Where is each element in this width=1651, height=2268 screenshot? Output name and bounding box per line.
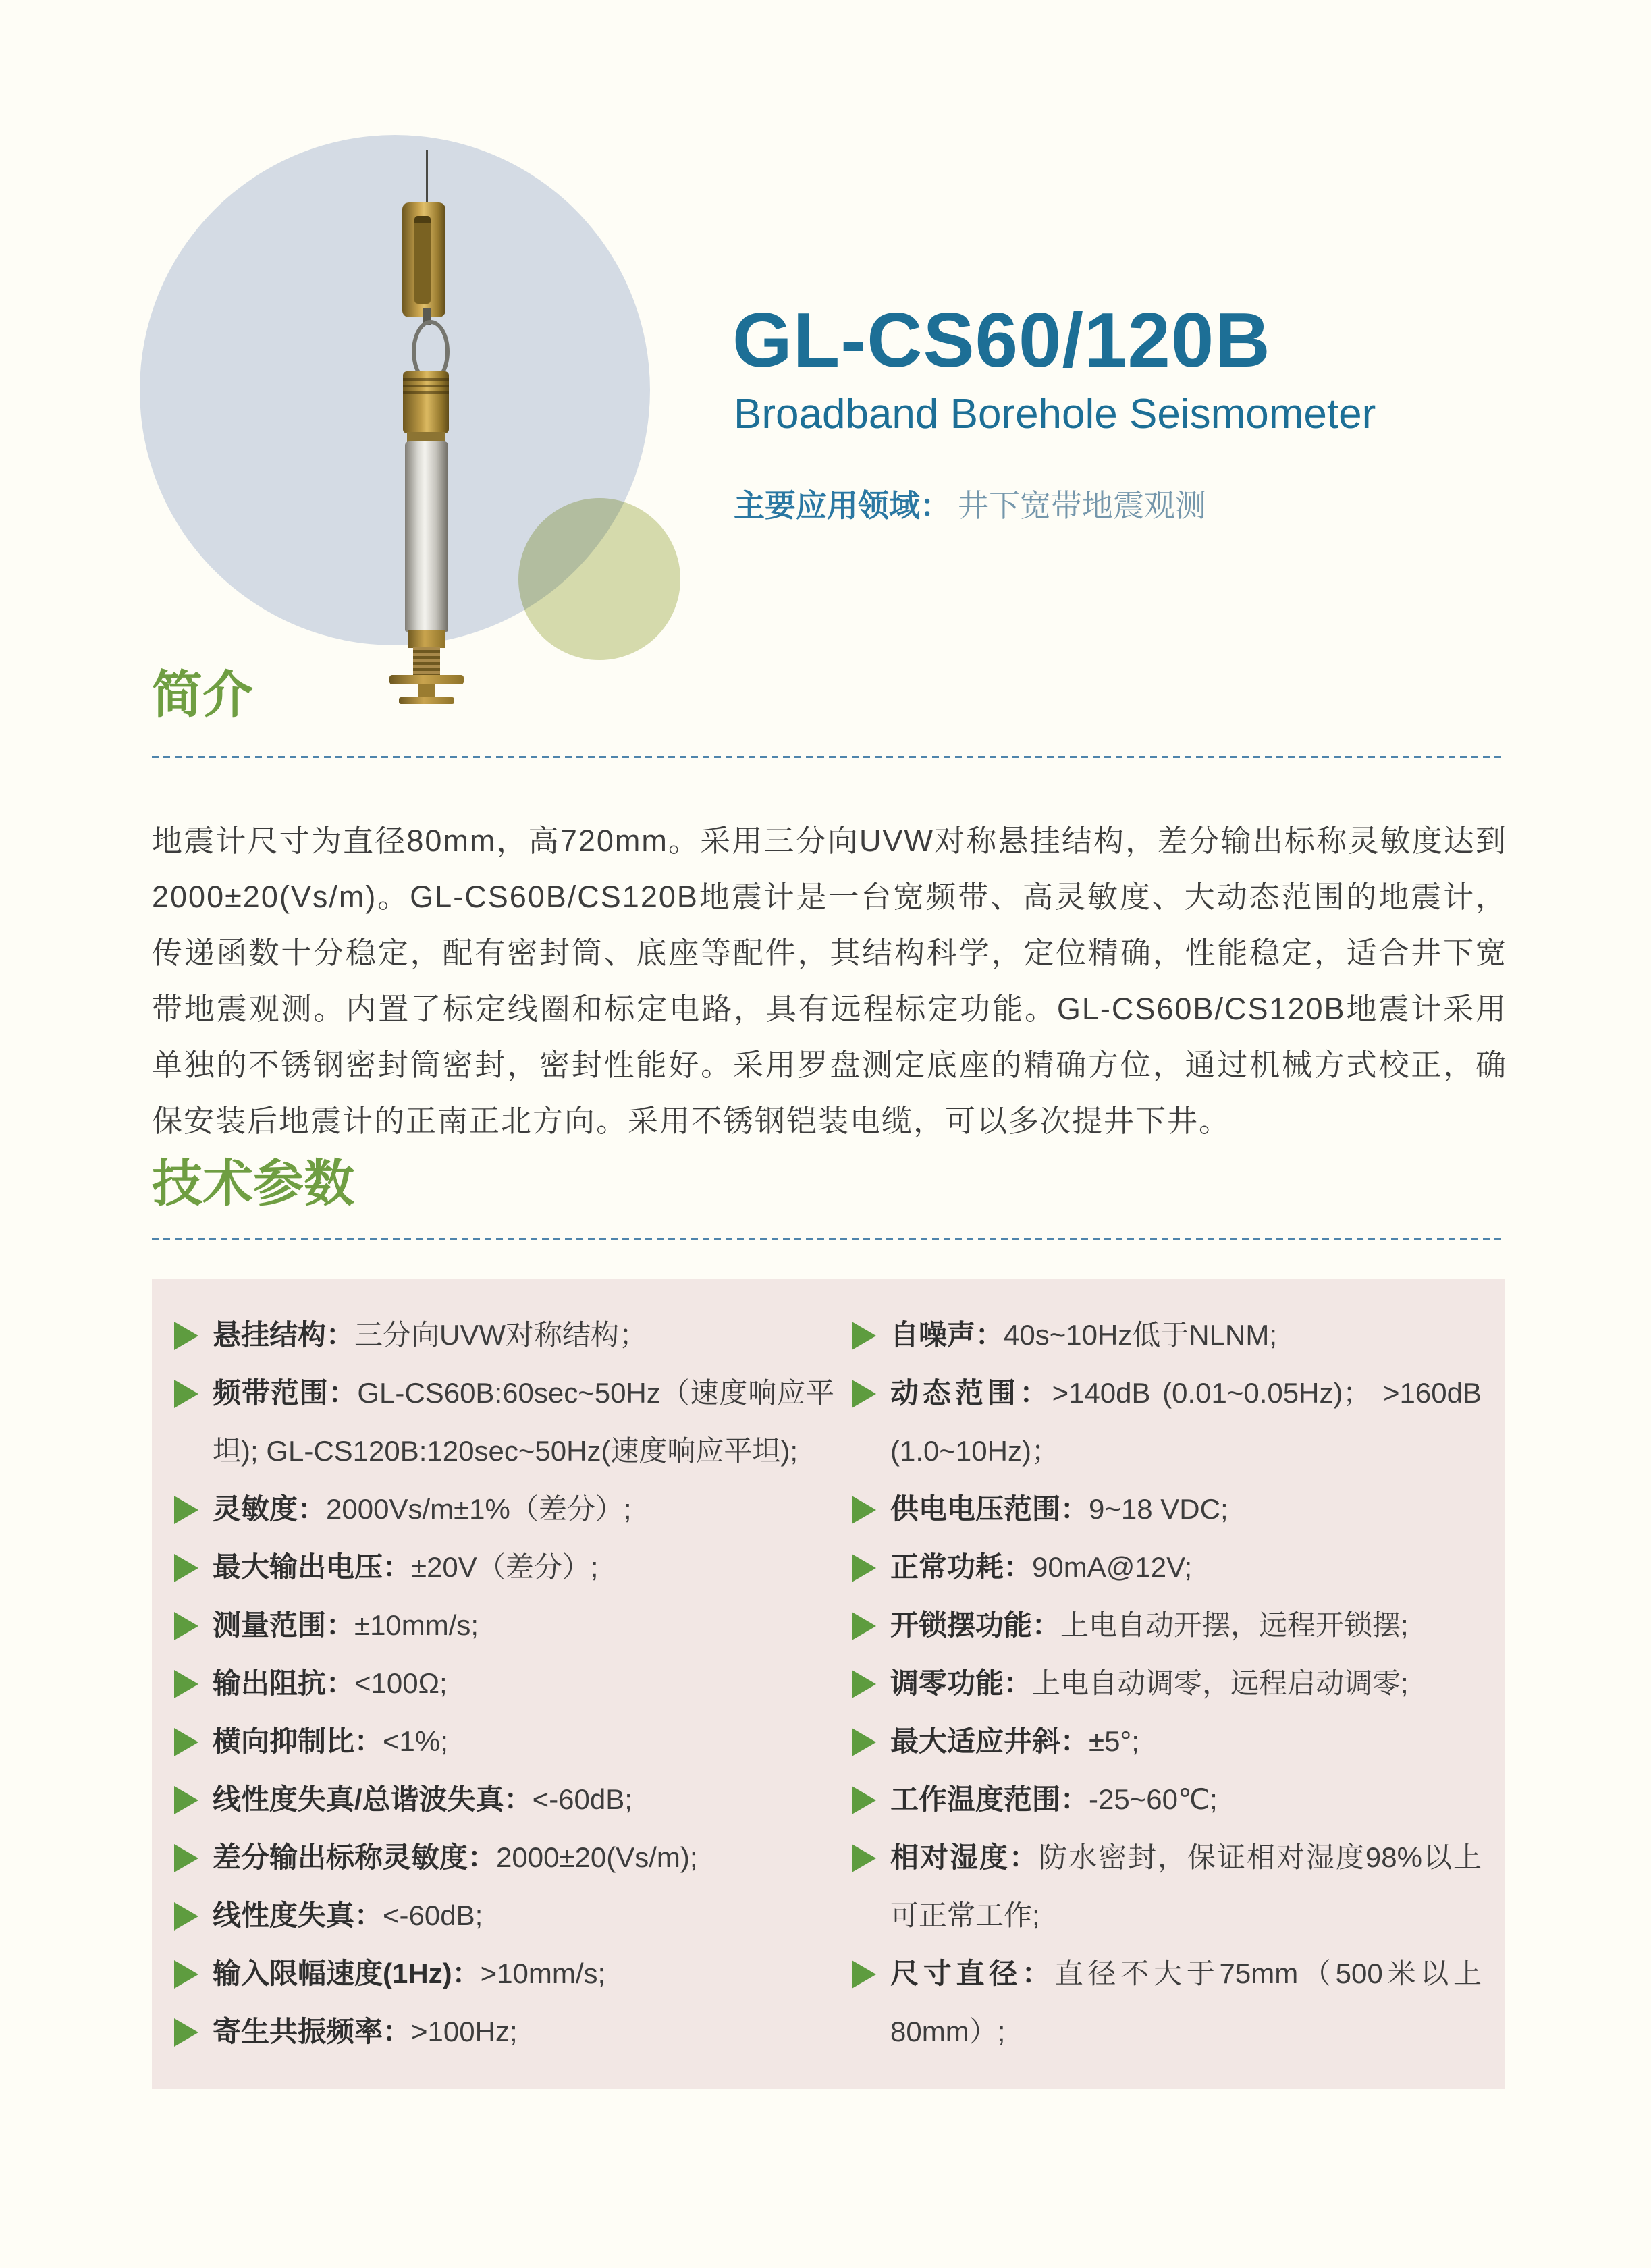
- spec-label: 开锁摆功能：: [890, 1609, 1061, 1641]
- accent-circle: [518, 498, 680, 660]
- spec-item: [852, 1945, 1482, 2061]
- spec-value: 直径不大于75mm（500米以上80mm）;: [890, 1958, 1482, 2047]
- bullet-triangle-icon: [852, 1728, 876, 1756]
- spec-value: 上电自动调零，远程启动调零;: [1032, 1667, 1409, 1699]
- spec-value: ±5°;: [1089, 1725, 1139, 1757]
- spec-item: [852, 1712, 1482, 1771]
- spec-label: 线性度失真/总谐波失真：: [213, 1783, 533, 1815]
- spec-value: ±20V（差分）;: [411, 1551, 599, 1583]
- spec-label: 频带范围：: [213, 1377, 358, 1409]
- base-flange: [389, 675, 464, 684]
- bullet-triangle-icon: [174, 1728, 198, 1756]
- spec-value: <-60dB;: [532, 1783, 632, 1815]
- specs-panel: [152, 1279, 1505, 2089]
- spec-item: [174, 1480, 834, 1538]
- spec-value: -25~60℃;: [1089, 1783, 1218, 1815]
- spec-value: 上电自动开摆，远程开锁摆;: [1060, 1609, 1409, 1641]
- suspension-wire: [426, 150, 428, 207]
- spec-item: [174, 1596, 834, 1654]
- spec-label: 悬挂结构：: [213, 1319, 355, 1351]
- spec-label: 最大输出电压：: [213, 1551, 412, 1583]
- specs-column-left: [174, 1306, 834, 2061]
- base-foot: [399, 697, 454, 704]
- bullet-triangle-icon: [852, 1786, 876, 1814]
- specs-heading: 技术参数: [152, 1155, 355, 1212]
- bullet-triangle-icon: [174, 1554, 198, 1582]
- bullet-triangle-icon: [852, 1322, 876, 1350]
- product-subtitle: Broadband Borehole Seismometer: [734, 391, 1376, 437]
- coupling-ridges: [403, 378, 449, 398]
- bullet-triangle-icon: [174, 1322, 198, 1350]
- spec-value: 三分向UVW对称结构；: [354, 1319, 648, 1351]
- spec-item: [174, 2003, 834, 2061]
- spec-item: [174, 1364, 834, 1480]
- spec-item: [174, 1306, 834, 1364]
- application-value: 井下宽带地震观测: [958, 488, 1206, 523]
- base-stem: [418, 684, 435, 699]
- spec-label: 线性度失真：: [213, 1899, 383, 1931]
- spec-label: 最大适应井斜：: [890, 1725, 1089, 1757]
- bullet-triangle-icon: [174, 1496, 198, 1524]
- spec-item: [852, 1771, 1482, 1829]
- spec-item: [174, 1771, 834, 1829]
- lower-cap: [408, 630, 445, 648]
- intro-heading: 简介: [152, 666, 254, 723]
- spec-label: 调零功能：: [890, 1667, 1033, 1699]
- spec-value: >100Hz;: [411, 2016, 518, 2047]
- spec-label: 差分输出标称灵敏度：: [213, 1841, 497, 1873]
- spec-item: [174, 1654, 834, 1712]
- spec-label: 相对湿度：: [890, 1841, 1039, 1873]
- spec-value: ±10mm/s;: [354, 1609, 479, 1641]
- cable-clamp-plate: [414, 216, 431, 304]
- bullet-triangle-icon: [174, 1786, 198, 1814]
- spec-item: [852, 1538, 1482, 1596]
- spec-label: 正常功耗：: [890, 1551, 1033, 1583]
- spec-value: 9~18 VDC;: [1089, 1493, 1228, 1525]
- spec-label: 横向抑制比：: [213, 1725, 383, 1757]
- dashed-divider: [152, 756, 1505, 758]
- bullet-triangle-icon: [174, 1612, 198, 1640]
- bullet-triangle-icon: [174, 1902, 198, 1931]
- application-line: [734, 487, 1206, 524]
- spec-label: 输入限幅速度(1Hz)：: [213, 1958, 481, 1989]
- bullet-triangle-icon: [852, 1612, 876, 1640]
- sensor-tube: [405, 441, 448, 632]
- spec-value: <100Ω;: [354, 1667, 448, 1699]
- spec-item: [174, 1945, 834, 2003]
- bullet-triangle-icon: [852, 1496, 876, 1524]
- bullet-triangle-icon: [174, 1670, 198, 1698]
- spec-label: 尺寸直径：: [890, 1958, 1055, 1989]
- spec-item: [852, 1654, 1482, 1712]
- spec-value: >10mm/s;: [480, 1958, 606, 1989]
- spec-label: 测量范围：: [213, 1609, 355, 1641]
- spec-label: 输出阻抗：: [213, 1667, 355, 1699]
- spec-label: 工作温度范围：: [890, 1783, 1089, 1815]
- lower-section: [413, 647, 440, 676]
- spec-label: 寄生共振频率：: [213, 2016, 412, 2047]
- spec-value: 2000Vs/m±1%（差分）;: [326, 1493, 632, 1525]
- spec-value: >140dB (0.01~0.05Hz)； >160dB (1.0~10Hz)；: [890, 1377, 1482, 1467]
- specs-column-right: [852, 1306, 1482, 2061]
- spec-label: 动态范围：: [890, 1377, 1052, 1409]
- bullet-triangle-icon: [174, 1960, 198, 1989]
- application-label: 主要应用领域：: [734, 488, 951, 523]
- bullet-triangle-icon: [852, 1554, 876, 1582]
- spec-item: [852, 1364, 1482, 1480]
- intro-paragraph: 地震计尺寸为直径80mm，高720mm。采用三分向UVW对称悬挂结构，差分输出标称灵敏度达到2000±20(Vs/m)。GL-CS60B/CS120B地震计是一台宽频带、高灵敏度、大动态范围的地震计，传递函数十分稳定，配有密封筒、底座等配件，其结构科学，定位精确，性能稳定，适合井下宽带地震观测。内置了标定线圈和标定电路，具有远程标定功能。GL-CS60B/CS120B地震计采用单独的不锈钢密封筒密封，密封性能好。采用罗盘测定底座的精确方位，通过机械方式校正，确保安装后地震计的正南正北方向。采用不锈钢铠装电缆，可以多次提井下井。: [152, 824, 1507, 1138]
- spec-value: 90mA@12V;: [1032, 1551, 1193, 1583]
- spec-value: 40s~10Hz低于NLNM;: [1004, 1319, 1277, 1351]
- dashed-divider: [152, 1238, 1505, 1240]
- spec-item: [174, 1538, 834, 1596]
- spec-item: [852, 1829, 1482, 1945]
- spec-value: <1%;: [383, 1725, 448, 1757]
- spec-item: [852, 1306, 1482, 1364]
- bullet-triangle-icon: [174, 1380, 198, 1408]
- spec-value: 防水密封，保证相对湿度98%以上可正常工作;: [890, 1841, 1482, 1931]
- bullet-triangle-icon: [852, 1844, 876, 1872]
- spec-item: [852, 1480, 1482, 1538]
- spec-value: <-60dB;: [383, 1899, 483, 1931]
- spec-label: 供电电压范围：: [890, 1493, 1089, 1525]
- bullet-triangle-icon: [174, 1844, 198, 1872]
- spec-value: GL-CS60B:60sec~50Hz（速度响应平坦); GL-CS120B:120sec~50Hz(速度响应平坦);: [213, 1377, 834, 1467]
- bullet-triangle-icon: [852, 1670, 876, 1698]
- bullet-triangle-icon: [852, 1380, 876, 1408]
- spec-label: 灵敏度：: [213, 1493, 327, 1525]
- bullet-triangle-icon: [852, 1960, 876, 1989]
- spec-item: [852, 1596, 1482, 1654]
- bullet-triangle-icon: [174, 2018, 198, 2047]
- product-title: GL-CS60/120B: [732, 298, 1271, 383]
- spec-item: [174, 1829, 834, 1887]
- spec-label: 自噪声：: [890, 1319, 1004, 1351]
- spec-item: [174, 1887, 834, 1945]
- spec-value: 2000±20(Vs/m);: [496, 1841, 698, 1873]
- spec-item: [174, 1712, 834, 1771]
